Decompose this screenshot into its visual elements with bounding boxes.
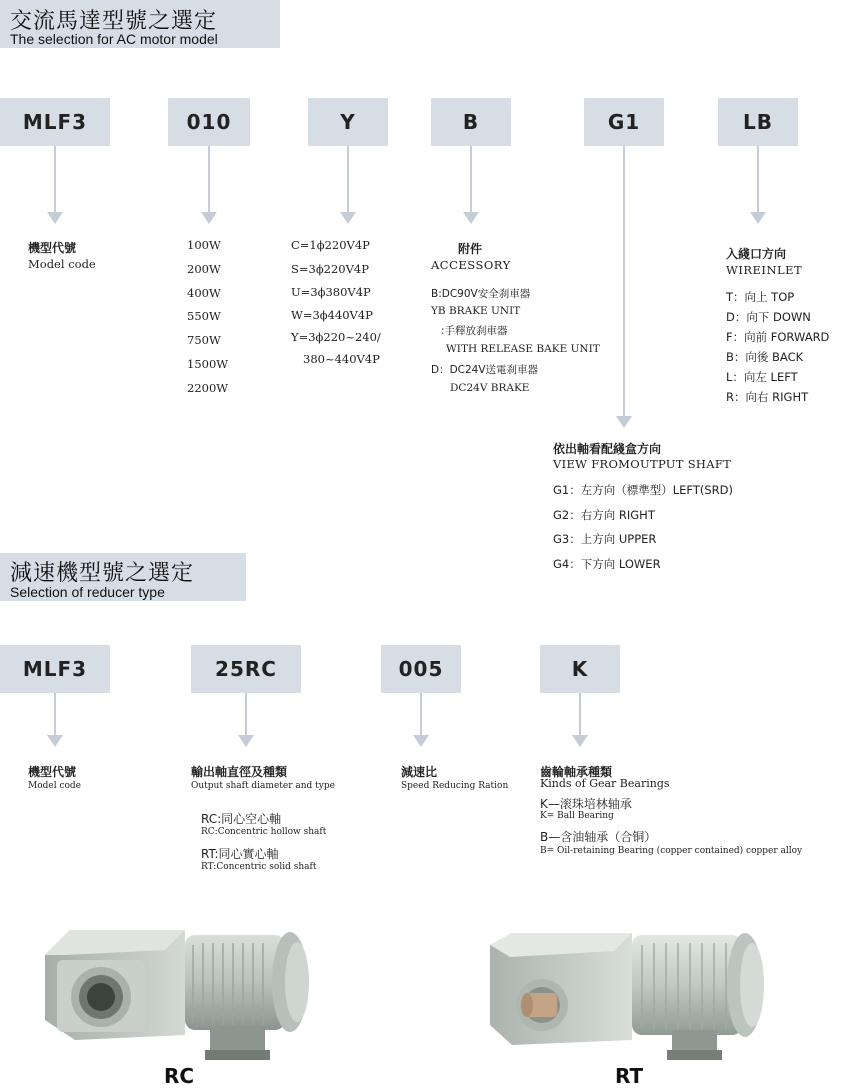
wire-inlet-item: B：向後 BACK — [726, 350, 804, 364]
rt-motor-image — [482, 915, 772, 1065]
arrow-line-accessory — [470, 146, 472, 214]
bearing-k-cn: K—滚珠培林轴承 — [540, 797, 632, 811]
voltage-item: 380~440V4P — [303, 352, 380, 366]
output-shaft-item: G4：下方向 LOWER — [553, 557, 661, 571]
arrow-head-r-bearing — [572, 735, 588, 747]
wire-inlet-item: T：向上 TOP — [726, 290, 795, 304]
output-shaft-item: G1：左方向（標準型）LEFT(SRD) — [553, 483, 733, 497]
wire-inlet-item: R：向右 RIGHT — [726, 390, 809, 404]
power-item: 750W — [187, 333, 221, 347]
power-item: 200W — [187, 262, 221, 276]
wire-inlet-cn: 入綫口方向 — [726, 247, 787, 261]
model-code-cn: 機型代號 — [28, 241, 77, 255]
arrow-line-wire — [757, 146, 759, 214]
bearing-cn: 齒輪軸承種類 — [540, 765, 613, 779]
voltage-item: S=3ϕ220V4P — [291, 262, 369, 276]
accessory-item: YB BRAKE UNIT — [431, 305, 521, 317]
shaft-rc-cn: RC:同心空心軸 — [201, 812, 282, 826]
arrow-line-model — [54, 146, 56, 214]
arrow-head-output — [616, 416, 632, 428]
reducer-model-code-cn: 機型代號 — [28, 765, 77, 779]
shaft-rt-cn: RT:同心實心軸 — [201, 847, 279, 861]
code-box-output: G1 — [584, 98, 664, 146]
shaft-type-cn: 輸出軸直徑及種類 — [191, 765, 288, 779]
voltage-item: C=1ϕ220V4P — [291, 238, 370, 252]
reducer-box-ratio: 005 — [381, 645, 461, 693]
output-shaft-item: G3：上方向 UPPER — [553, 532, 657, 546]
voltage-item: U=3ϕ380V4P — [291, 285, 371, 299]
wire-inlet-item: L：向左 LEFT — [726, 370, 798, 384]
power-item: 550W — [187, 309, 221, 323]
arrow-line-voltage — [347, 146, 349, 214]
section1-title-en: The selection for AC motor model — [10, 31, 218, 47]
arrow-head-r-shaft — [238, 735, 254, 747]
accessory-cn: 附件 — [458, 242, 483, 256]
shaft-type-en: Output shaft diameter and type — [191, 781, 335, 791]
code-box-voltage: Y — [308, 98, 388, 146]
arrow-head-accessory — [463, 212, 479, 224]
power-item: 1500W — [187, 357, 229, 371]
voltage-item: Y=3ϕ220~240/ — [291, 330, 381, 344]
wire-inlet-item: F：向前 FORWARD — [726, 330, 830, 344]
code-box-power: 010 — [168, 98, 250, 146]
section2-title-cn: 減速機型號之選定 — [10, 561, 195, 586]
output-shaft-cn: 依出軸看配綫盒方向 — [553, 442, 662, 456]
model-code-en: Model code — [28, 257, 96, 271]
ratio-cn: 減速比 — [401, 765, 438, 779]
wire-inlet-en: WIREINLET — [726, 263, 803, 277]
arrow-head-model — [47, 212, 63, 224]
wire-inlet-item: D：向下 DOWN — [726, 310, 811, 324]
shaft-rt-en: RT:Concentric solid shaft — [201, 862, 317, 872]
accessory-item: DC24V BRAKE — [450, 382, 530, 394]
voltage-item: W=3ϕ440V4P — [291, 308, 373, 322]
rt-caption: RT — [615, 1064, 644, 1088]
code-box-accessory: B — [431, 98, 511, 146]
bearing-en: Kinds of Gear Bearings — [540, 777, 670, 790]
accessory-en: ACCESSORY — [431, 258, 511, 272]
bearing-k-en: K= Ball Bearing — [540, 811, 614, 821]
code-box-wire: LB — [718, 98, 798, 146]
arrow-head-voltage — [340, 212, 356, 224]
accessory-item: B:DC90V安全刹車器 — [431, 288, 531, 300]
arrow-head-r-ratio — [413, 735, 429, 747]
ratio-en: Speed Reducing Ration — [401, 781, 509, 791]
bearing-b-cn: B—含油轴承（合铜） — [540, 830, 657, 844]
arrow-line-r-ratio — [420, 693, 422, 737]
reducer-box-model: MLF3 — [0, 645, 110, 693]
arrow-line-r-bearing — [579, 693, 581, 737]
rc-caption: RC — [164, 1064, 195, 1088]
reducer-box-bearing: K — [540, 645, 620, 693]
arrow-line-r-shaft — [245, 693, 247, 737]
accessory-item: :手釋放刹車器 — [441, 325, 508, 337]
section1-title-cn: 交流馬達型號之選定 — [10, 9, 218, 34]
code-box-model: MLF3 — [0, 98, 110, 146]
shaft-rc-en: RC:Concentric hollow shaft — [201, 827, 327, 837]
section2-title-en: Selection of reducer type — [10, 584, 165, 600]
arrow-head-r-model — [47, 735, 63, 747]
reducer-model-code-en: Model code — [28, 781, 82, 791]
accessory-item: WITH RELEASE BAKE UNIT — [446, 343, 600, 355]
output-shaft-item: G2：右方向 RIGHT — [553, 508, 655, 522]
power-item: 400W — [187, 286, 221, 300]
reducer-box-shaft: 25RC — [191, 645, 301, 693]
output-shaft-en: VIEW FROMOUTPUT SHAFT — [553, 457, 732, 471]
arrow-line-power — [208, 146, 210, 214]
arrow-head-wire — [750, 212, 766, 224]
arrow-line-r-model — [54, 693, 56, 737]
bearing-b-en: B= Oil-retaining Bearing (copper contained) copper alloy — [540, 846, 803, 856]
rc-motor-image — [35, 915, 320, 1065]
power-item: 2200W — [187, 381, 229, 395]
arrow-line-output — [623, 146, 625, 418]
arrow-head-power — [201, 212, 217, 224]
accessory-item: D：DC24V送電刹車器 — [431, 364, 539, 376]
power-item: 100W — [187, 238, 221, 252]
